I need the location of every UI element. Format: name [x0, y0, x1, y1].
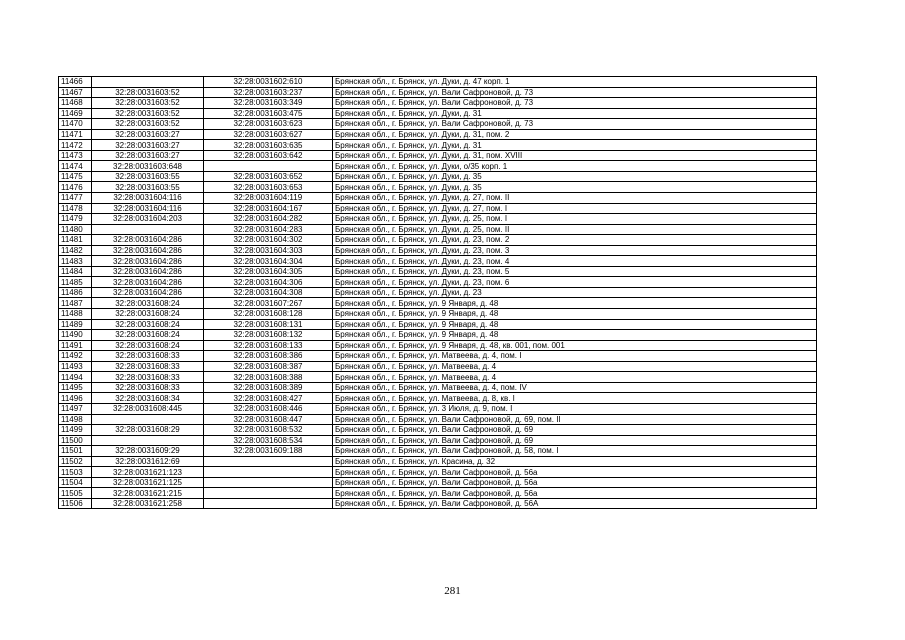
- object-cadastral-number-cell: 32:28:0031604:305: [204, 266, 333, 277]
- object-cadastral-number-cell: 32:28:0031608:446: [204, 403, 333, 414]
- land-cadastral-number-cell: 32:28:0031604:286: [92, 277, 204, 288]
- address-cell: Брянская обл., г. Брянск, ул. Матвеева, д. 4, пом. IV: [333, 382, 817, 393]
- object-cadastral-number-cell: 32:28:0031603:635: [204, 140, 333, 151]
- object-cadastral-number-cell: [204, 488, 333, 499]
- object-cadastral-number-cell: 32:28:0031608:131: [204, 319, 333, 330]
- table-row: [59, 224, 817, 235]
- address-cell: Брянская обл., г. Брянск, ул. Дуки, о/35 корп. 1: [333, 161, 817, 172]
- table-row: [59, 446, 817, 457]
- land-cadastral-number-cell: 32:28:0031608:33: [92, 351, 204, 362]
- land-cadastral-number-cell: 32:28:0031603:27: [92, 129, 204, 140]
- table-row: [59, 477, 817, 488]
- land-cadastral-number-cell: 32:28:0031608:24: [92, 309, 204, 320]
- table-row: [59, 351, 817, 362]
- table-row: [59, 150, 817, 161]
- object-cadastral-number-cell: [204, 477, 333, 488]
- object-cadastral-number-cell: 32:28:0031603:652: [204, 171, 333, 182]
- row-number-cell: 11470: [59, 119, 92, 130]
- row-number-cell: 11483: [59, 256, 92, 267]
- land-cadastral-number-cell: 32:28:0031604:286: [92, 266, 204, 277]
- land-cadastral-number-cell: 32:28:0031603:52: [92, 98, 204, 109]
- table-row: [59, 393, 817, 404]
- table-row: [59, 382, 817, 393]
- address-cell: Брянская обл., г. Брянск, ул. 9 Января, д. 48: [333, 330, 817, 341]
- address-cell: Брянская обл., г. Брянск, ул. Вали Сафроновой, д. 73: [333, 98, 817, 109]
- row-number-cell: 11500: [59, 435, 92, 446]
- address-cell: Брянская обл., г. Брянск, ул. Матвеева, д. 8, кв. I: [333, 393, 817, 404]
- table-row: [59, 129, 817, 140]
- table-row: [59, 171, 817, 182]
- land-cadastral-number-cell: 32:28:0031603:55: [92, 182, 204, 193]
- row-number-cell: 11468: [59, 98, 92, 109]
- object-cadastral-number-cell: 32:28:0031608:388: [204, 372, 333, 383]
- address-cell: Брянская обл., г. Брянск, ул. Вали Сафроновой, д. 56а: [333, 488, 817, 499]
- land-cadastral-number-cell: [92, 414, 204, 425]
- row-number-cell: 11493: [59, 361, 92, 372]
- object-cadastral-number-cell: 32:28:0031608:427: [204, 393, 333, 404]
- table-row: [59, 203, 817, 214]
- address-cell: Брянская обл., г. Брянск, ул. Вали Сафроновой, д. 73: [333, 87, 817, 98]
- address-cell: Брянская обл., г. Брянск, ул. Дуки, д. 27, пом. I: [333, 203, 817, 214]
- address-cell: Брянская обл., г. Брянск, ул. Дуки, д. 47 корп. 1: [333, 77, 817, 88]
- row-number-cell: 11479: [59, 214, 92, 225]
- address-cell: Брянская обл., г. Брянск, ул. Вали Сафроновой, д. 69: [333, 435, 817, 446]
- row-number-cell: 11485: [59, 277, 92, 288]
- row-number-cell: 11496: [59, 393, 92, 404]
- table-row: [59, 467, 817, 478]
- object-cadastral-number-cell: 32:28:0031602:610: [204, 77, 333, 88]
- land-cadastral-number-cell: 32:28:0031603:27: [92, 150, 204, 161]
- land-cadastral-number-cell: 32:28:0031621:123: [92, 467, 204, 478]
- land-cadastral-number-cell: 32:28:0031604:286: [92, 287, 204, 298]
- row-number-cell: 11481: [59, 235, 92, 246]
- object-cadastral-number-cell: 32:28:0031603:642: [204, 150, 333, 161]
- table-row: [59, 214, 817, 225]
- row-number-cell: 11471: [59, 129, 92, 140]
- land-cadastral-number-cell: 32:28:0031608:24: [92, 340, 204, 351]
- object-cadastral-number-cell: 32:28:0031604:282: [204, 214, 333, 225]
- table-row: [59, 456, 817, 467]
- table-row: [59, 277, 817, 288]
- row-number-cell: 11498: [59, 414, 92, 425]
- land-cadastral-number-cell: 32:28:0031603:27: [92, 140, 204, 151]
- row-number-cell: 11466: [59, 77, 92, 88]
- row-number-cell: 11475: [59, 171, 92, 182]
- row-number-cell: 11469: [59, 108, 92, 119]
- row-number-cell: 11486: [59, 287, 92, 298]
- row-number-cell: 11494: [59, 372, 92, 383]
- object-cadastral-number-cell: [204, 161, 333, 172]
- address-cell: Брянская обл., г. Брянск, ул. Дуки, д. 25, пом. I: [333, 214, 817, 225]
- object-cadastral-number-cell: 32:28:0031604:167: [204, 203, 333, 214]
- table-row: [59, 340, 817, 351]
- row-number-cell: 11489: [59, 319, 92, 330]
- address-cell: Брянская обл., г. Брянск, ул. Вали Сафроновой, д. 56А: [333, 498, 817, 509]
- object-cadastral-number-cell: 32:28:0031609:188: [204, 446, 333, 457]
- table-row: [59, 245, 817, 256]
- land-cadastral-number-cell: 32:28:0031604:116: [92, 193, 204, 204]
- table-row: [59, 319, 817, 330]
- address-cell: Брянская обл., г. Брянск, ул. Матвеева, д. 4, пом. I: [333, 351, 817, 362]
- row-number-cell: 11474: [59, 161, 92, 172]
- row-number-cell: 11505: [59, 488, 92, 499]
- table-row: [59, 435, 817, 446]
- table-row: [59, 403, 817, 414]
- table-row: [59, 161, 817, 172]
- address-cell: Брянская обл., г. Брянск, ул. Дуки, д. 35: [333, 171, 817, 182]
- row-number-cell: 11490: [59, 330, 92, 341]
- address-cell: Брянская обл., г. Брянск, ул. Вали Сафроновой, д. 73: [333, 119, 817, 130]
- row-number-cell: 11488: [59, 309, 92, 320]
- object-cadastral-number-cell: 32:28:0031603:653: [204, 182, 333, 193]
- address-cell: Брянская обл., г. Брянск, ул. 3 Июля, д. 9, пом. I: [333, 403, 817, 414]
- table-row: [59, 287, 817, 298]
- object-cadastral-number-cell: 32:28:0031604:308: [204, 287, 333, 298]
- object-cadastral-number-cell: 32:28:0031603:623: [204, 119, 333, 130]
- row-number-cell: 11492: [59, 351, 92, 362]
- object-cadastral-number-cell: 32:28:0031608:387: [204, 361, 333, 372]
- property-registry-table: [58, 76, 817, 509]
- land-cadastral-number-cell: 32:28:0031603:52: [92, 119, 204, 130]
- object-cadastral-number-cell: 32:28:0031603:475: [204, 108, 333, 119]
- land-cadastral-number-cell: 32:28:0031608:24: [92, 319, 204, 330]
- land-cadastral-number-cell: 32:28:0031603:648: [92, 161, 204, 172]
- address-cell: Брянская обл., г. Брянск, ул. Дуки, д. 23, пом. 2: [333, 235, 817, 246]
- object-cadastral-number-cell: 32:28:0031604:119: [204, 193, 333, 204]
- address-cell: Брянская обл., г. Брянск, ул. Дуки, д. 23, пом. 3: [333, 245, 817, 256]
- object-cadastral-number-cell: [204, 456, 333, 467]
- address-cell: Брянская обл., г. Брянск, ул. 9 Января, д. 48: [333, 309, 817, 320]
- land-cadastral-number-cell: 32:28:0031612:69: [92, 456, 204, 467]
- table-row: [59, 98, 817, 109]
- land-cadastral-number-cell: 32:28:0031604:286: [92, 256, 204, 267]
- land-cadastral-number-cell: 32:28:0031608:34: [92, 393, 204, 404]
- table-row: [59, 298, 817, 309]
- row-number-cell: 11482: [59, 245, 92, 256]
- row-number-cell: 11478: [59, 203, 92, 214]
- row-number-cell: 11506: [59, 498, 92, 509]
- address-cell: Брянская обл., г. Брянск, ул. Дуки, д. 23, пом. 5: [333, 266, 817, 277]
- address-cell: Брянская обл., г. Брянск, ул. Дуки, д. 31: [333, 140, 817, 151]
- table-row: [59, 372, 817, 383]
- table-row: [59, 488, 817, 499]
- object-cadastral-number-cell: 32:28:0031604:303: [204, 245, 333, 256]
- address-cell: Брянская обл., г. Брянск, ул. Дуки, д. 25, пом. II: [333, 224, 817, 235]
- object-cadastral-number-cell: 32:28:0031604:302: [204, 235, 333, 246]
- table-row: [59, 266, 817, 277]
- row-number-cell: 11487: [59, 298, 92, 309]
- object-cadastral-number-cell: 32:28:0031608:447: [204, 414, 333, 425]
- table-row: [59, 182, 817, 193]
- land-cadastral-number-cell: 32:28:0031608:33: [92, 372, 204, 383]
- object-cadastral-number-cell: 32:28:0031608:132: [204, 330, 333, 341]
- row-number-cell: 11476: [59, 182, 92, 193]
- land-cadastral-number-cell: 32:28:0031608:24: [92, 298, 204, 309]
- object-cadastral-number-cell: 32:28:0031607:267: [204, 298, 333, 309]
- row-number-cell: 11501: [59, 446, 92, 457]
- table-row: [59, 330, 817, 341]
- row-number-cell: 11504: [59, 477, 92, 488]
- address-cell: Брянская обл., г. Брянск, ул. 9 Января, д. 48: [333, 319, 817, 330]
- object-cadastral-number-cell: 32:28:0031608:133: [204, 340, 333, 351]
- address-cell: Брянская обл., г. Брянск, ул. Дуки, д. 23, пом. 4: [333, 256, 817, 267]
- land-cadastral-number-cell: 32:28:0031604:286: [92, 235, 204, 246]
- row-number-cell: 11497: [59, 403, 92, 414]
- row-number-cell: 11491: [59, 340, 92, 351]
- land-cadastral-number-cell: 32:28:0031608:33: [92, 382, 204, 393]
- address-cell: Брянская обл., г. Брянск, ул. Дуки, д. 23: [333, 287, 817, 298]
- address-cell: Брянская обл., г. Брянск, ул. Вали Сафроновой, д. 56а: [333, 467, 817, 478]
- land-cadastral-number-cell: 32:28:0031621:258: [92, 498, 204, 509]
- row-number-cell: 11503: [59, 467, 92, 478]
- table-row: [59, 77, 817, 88]
- row-number-cell: 11484: [59, 266, 92, 277]
- address-cell: Брянская обл., г. Брянск, ул. Вали Сафроновой, д. 58, пом. I: [333, 446, 817, 457]
- object-cadastral-number-cell: 32:28:0031608:534: [204, 435, 333, 446]
- table-row: [59, 361, 817, 372]
- address-cell: Брянская обл., г. Брянск, ул. Дуки, д. 23, пом. 6: [333, 277, 817, 288]
- table-row: [59, 140, 817, 151]
- row-number-cell: 11467: [59, 87, 92, 98]
- object-cadastral-number-cell: 32:28:0031604:306: [204, 277, 333, 288]
- land-cadastral-number-cell: [92, 77, 204, 88]
- table-row: [59, 235, 817, 246]
- row-number-cell: 11477: [59, 193, 92, 204]
- address-cell: Брянская обл., г. Брянск, ул. Вали Сафроновой, д. 69: [333, 425, 817, 436]
- object-cadastral-number-cell: 32:28:0031608:128: [204, 309, 333, 320]
- land-cadastral-number-cell: 32:28:0031604:286: [92, 245, 204, 256]
- land-cadastral-number-cell: 32:28:0031603:52: [92, 87, 204, 98]
- address-cell: Брянская обл., г. Брянск, ул. Дуки, д. 35: [333, 182, 817, 193]
- table-row: [59, 414, 817, 425]
- land-cadastral-number-cell: [92, 435, 204, 446]
- address-cell: Брянская обл., г. Брянск, ул. Матвеева, д. 4: [333, 361, 817, 372]
- land-cadastral-number-cell: 32:28:0031608:33: [92, 361, 204, 372]
- row-number-cell: 11499: [59, 425, 92, 436]
- object-cadastral-number-cell: 32:28:0031608:386: [204, 351, 333, 362]
- page-number: 281: [444, 585, 461, 597]
- table-row: [59, 309, 817, 320]
- address-cell: Брянская обл., г. Брянск, ул. 9 Января, д. 48, кв. 001, пом. 001: [333, 340, 817, 351]
- row-number-cell: 11472: [59, 140, 92, 151]
- land-cadastral-number-cell: 32:28:0031608:445: [92, 403, 204, 414]
- object-cadastral-number-cell: 32:28:0031603:237: [204, 87, 333, 98]
- object-cadastral-number-cell: 32:28:0031603:627: [204, 129, 333, 140]
- address-cell: Брянская обл., г. Брянск, ул. Дуки, д. 31: [333, 108, 817, 119]
- row-number-cell: 11495: [59, 382, 92, 393]
- land-cadastral-number-cell: 32:28:0031603:52: [92, 108, 204, 119]
- land-cadastral-number-cell: 32:28:0031603:55: [92, 171, 204, 182]
- table-row: [59, 87, 817, 98]
- land-cadastral-number-cell: 32:28:0031604:203: [92, 214, 204, 225]
- object-cadastral-number-cell: [204, 467, 333, 478]
- row-number-cell: 11480: [59, 224, 92, 235]
- object-cadastral-number-cell: 32:28:0031608:532: [204, 425, 333, 436]
- land-cadastral-number-cell: 32:28:0031609:29: [92, 446, 204, 457]
- address-cell: Брянская обл., г. Брянск, ул. Вали Сафроновой, д. 69, пом. II: [333, 414, 817, 425]
- row-number-cell: 11502: [59, 456, 92, 467]
- object-cadastral-number-cell: 32:28:0031608:389: [204, 382, 333, 393]
- land-cadastral-number-cell: 32:28:0031621:125: [92, 477, 204, 488]
- address-cell: Брянская обл., г. Брянск, ул. Красина, д. 32: [333, 456, 817, 467]
- land-cadastral-number-cell: 32:28:0031608:24: [92, 330, 204, 341]
- land-cadastral-number-cell: 32:28:0031621:215: [92, 488, 204, 499]
- table-row: [59, 256, 817, 267]
- table-row: [59, 425, 817, 436]
- table-row: [59, 193, 817, 204]
- address-cell: Брянская обл., г. Брянск, ул. Дуки, д. 27, пом. II: [333, 193, 817, 204]
- object-cadastral-number-cell: 32:28:0031603:349: [204, 98, 333, 109]
- table-row: [59, 119, 817, 130]
- land-cadastral-number-cell: 32:28:0031608:29: [92, 425, 204, 436]
- land-cadastral-number-cell: 32:28:0031604:116: [92, 203, 204, 214]
- address-cell: Брянская обл., г. Брянск, ул. Матвеева, д. 4: [333, 372, 817, 383]
- address-cell: Брянская обл., г. Брянск, ул. Вали Сафроновой, д. 56а: [333, 477, 817, 488]
- address-cell: Брянская обл., г. Брянск, ул. Дуки, д. 31, пом. XVIII: [333, 150, 817, 161]
- address-cell: Брянская обл., г. Брянск, ул. Дуки, д. 31, пом. 2: [333, 129, 817, 140]
- object-cadastral-number-cell: [204, 498, 333, 509]
- address-cell: Брянская обл., г. Брянск, ул. 9 Января, д. 48: [333, 298, 817, 309]
- row-number-cell: 11473: [59, 150, 92, 161]
- registry-table-body: [59, 77, 817, 509]
- object-cadastral-number-cell: 32:28:0031604:304: [204, 256, 333, 267]
- land-cadastral-number-cell: [92, 224, 204, 235]
- table-row: [59, 108, 817, 119]
- object-cadastral-number-cell: 32:28:0031604:283: [204, 224, 333, 235]
- table-row: [59, 498, 817, 509]
